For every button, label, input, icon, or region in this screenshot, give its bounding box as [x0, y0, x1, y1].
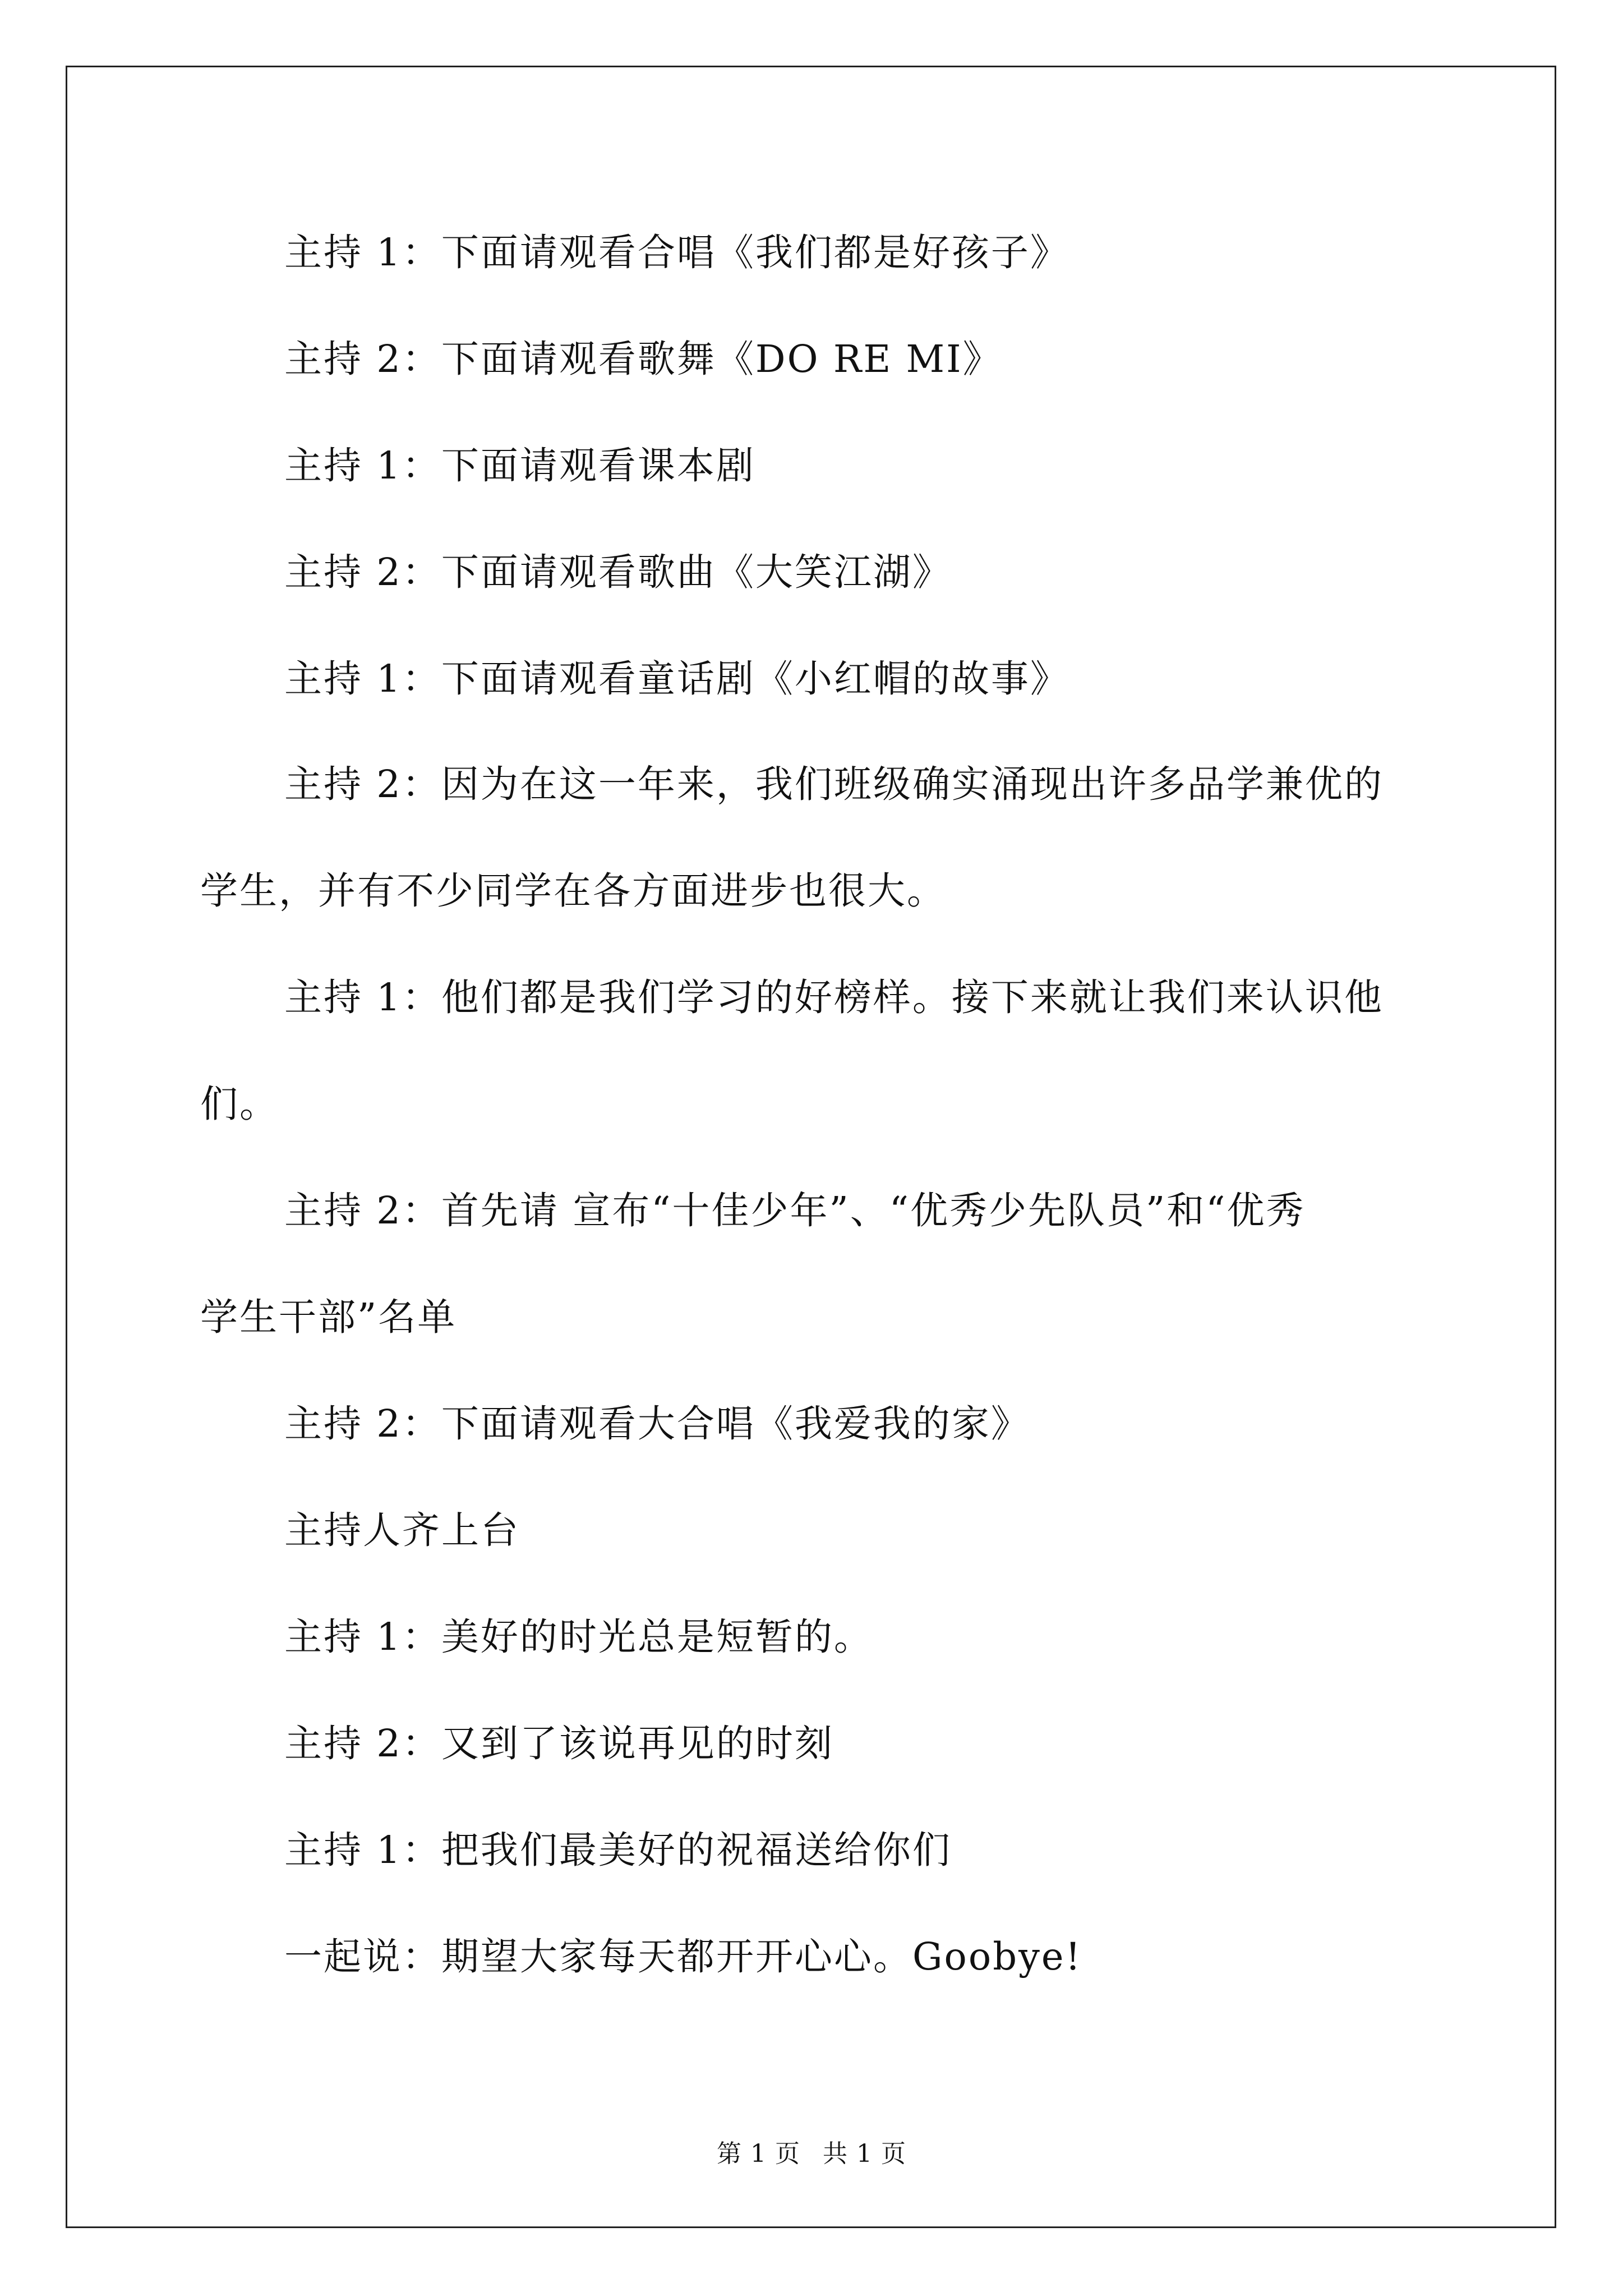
page-number-total: 共 1 页 — [823, 2139, 906, 2168]
paragraph-2: 主持 2：下面请观看歌舞《DO RE MI》 — [284, 337, 1002, 381]
paragraph-1: 主持 1：下面请观看合唱《我们都是好孩子》 — [284, 231, 1069, 274]
page-border — [66, 66, 1556, 2228]
page-number-current: 第 1 页 — [717, 2139, 800, 2168]
paragraph-8-line-2: 学生干部”名单 — [200, 1295, 457, 1339]
paragraph-6-line-2: 学生，并有不少同学在各方面进步也很大。 — [200, 869, 946, 913]
paragraph-9: 主持 2：下面请观看大合唱《我爱我的家》 — [284, 1402, 1030, 1446]
paragraph-5: 主持 1：下面请观看童话剧《小红帽的故事》 — [284, 657, 1069, 701]
paragraph-13: 主持 1：把我们最美好的祝福送给你们 — [284, 1828, 952, 1872]
paragraph-7-line-1: 主持 1：他们都是我们学习的好榜样。接下来就让我们来认识他 — [284, 976, 1384, 1019]
paragraph-3: 主持 1：下面请观看课本剧 — [284, 444, 755, 487]
paragraph-12: 主持 2：又到了该说再见的时刻 — [284, 1722, 834, 1765]
paragraph-10: 主持人齐上台 — [284, 1508, 520, 1552]
paragraph-4: 主持 2：下面请观看歌曲《大笑江湖》 — [284, 550, 952, 594]
paragraph-11: 主持 1：美好的时光总是短暂的。 — [284, 1615, 873, 1659]
page-footer — [0, 2137, 1623, 2171]
paragraph-6-line-1: 主持 2：因为在这一年来，我们班级确实涌现出许多品学兼优的 — [284, 762, 1384, 806]
paragraph-8-line-1: 主持 2：首先请 宣布“十佳少年”、“优秀少先队员”和“优秀 — [284, 1189, 1306, 1232]
paragraph-14: 一起说：期望大家每天都开开心心。Goobye! — [284, 1935, 1082, 1978]
paragraph-7-line-2: 们。 — [200, 1082, 279, 1126]
